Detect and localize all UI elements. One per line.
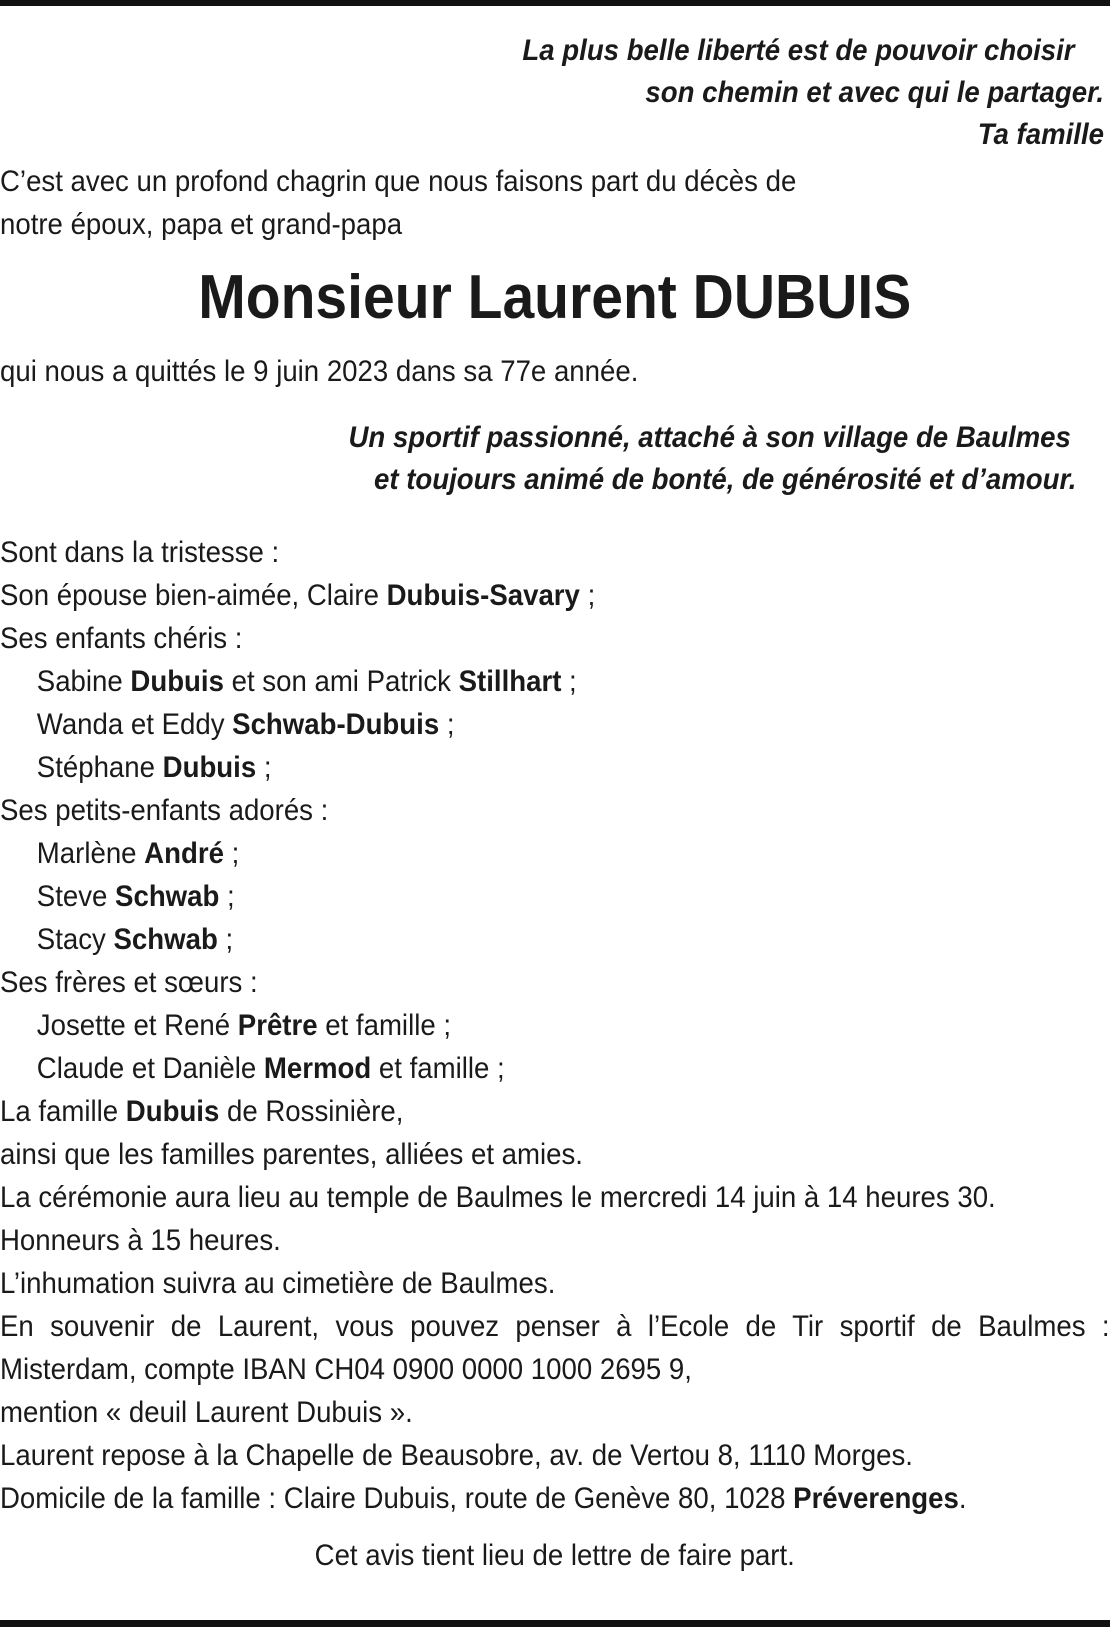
text: Steve [36, 880, 116, 913]
surname: Dubuis [162, 751, 257, 784]
intro-line: notre époux, papa et grand-papa [0, 208, 403, 241]
grandchild-line [0, 918, 1110, 961]
text: de Rossinière, [219, 1095, 404, 1128]
text: Claude et Danièle [36, 1052, 264, 1085]
deceased-name: Monsieur Laurent DUBUIS [198, 263, 912, 332]
grandchild-line [0, 875, 1110, 918]
tribute [0, 417, 1110, 501]
text: . [958, 1482, 967, 1515]
bottom-rule [0, 1620, 1110, 1627]
siblings-heading: Ses frères et sœurs : [0, 966, 258, 999]
text: ; [223, 837, 240, 870]
other-families-line: ainsi que les familles parentes, alliées et amies. [0, 1138, 583, 1171]
text: et famille ; [317, 1009, 452, 1042]
text: ; [561, 665, 577, 698]
surname: Schwab-Dubuis [232, 708, 440, 741]
children-heading: Ses enfants chéris : [0, 622, 243, 655]
grandchild-line [0, 832, 1110, 875]
surname: Dubuis [130, 665, 224, 698]
town: Préverenges [793, 1482, 959, 1515]
tribute-line: Un sportif passionné, attaché à son village de Baulmes [348, 421, 1071, 454]
text: Stéphane [36, 751, 163, 784]
text: ; [219, 880, 235, 913]
text: ; [217, 923, 234, 956]
text: Domicile de la famille : Claire Dubuis, route de Genève 80, 1028 [0, 1482, 794, 1515]
surname: André [144, 837, 224, 870]
grandchildren-heading: Ses petits-enfants adorés : [0, 794, 329, 827]
text: Stacy [36, 923, 114, 956]
text: ; [256, 751, 272, 784]
burial-line: L’inhumation suivra au cimetière de Baulmes. [0, 1267, 556, 1300]
text: La famille [0, 1095, 126, 1128]
intro [0, 160, 1110, 246]
closing-note: Cet avis tient lieu de lettre de faire part. [314, 1539, 795, 1572]
ceremony-line: La cérémonie aura lieu au temple de Baulmes le mercredi 14 juin à 14 heures 30. [0, 1181, 996, 1214]
epigraph-line: La plus belle liberté est de pouvoir choisir [522, 34, 1075, 67]
passing-statement: qui nous a quittés le 9 juin 2023 dans sa 77e année. [0, 355, 639, 388]
text: Son épouse bien-aimée, Claire [0, 579, 387, 612]
surname: Dubuis [125, 1095, 220, 1128]
surname: Prêtre [237, 1009, 318, 1042]
surname: Dubuis-Savary [386, 579, 580, 612]
tribute-line: et toujours animé de bonté, de générosité et d’amour. [374, 463, 1077, 496]
epigraph-signature: Ta famille [977, 118, 1104, 151]
text: Sabine [36, 665, 131, 698]
text: Wanda et Eddy [36, 708, 233, 741]
text: et famille ; [371, 1052, 505, 1085]
spouse-line [0, 574, 1110, 617]
child-line [0, 703, 1110, 746]
text: ; [579, 579, 596, 612]
sibling-line [0, 1004, 1110, 1047]
surname: Schwab [113, 923, 218, 956]
text: ; [439, 708, 455, 741]
epigraph [0, 30, 1110, 156]
domicile-line [0, 1477, 1110, 1520]
surname: Schwab [115, 880, 220, 913]
obituary-notice [0, 30, 1110, 1577]
text: Marlène [36, 837, 145, 870]
donation-paragraph: En souvenir de Laurent, vous pouvez penser à l’Ecole de Tir sportif de Baulmes : Misterdam, compte IBAN CH04 0900 0000 1000 2695 9, [0, 1310, 1110, 1386]
top-rule [0, 0, 1110, 6]
surname: Mermod [263, 1052, 372, 1085]
family-heading: Sont dans la tristesse : [0, 536, 280, 569]
sibling-line [0, 1047, 1110, 1090]
honours-line: Honneurs à 15 heures. [0, 1224, 281, 1257]
intro-line: C’est avec un profond chagrin que nous faisons part du décès de [0, 165, 797, 198]
epigraph-line: son chemin et avec qui le partager. [645, 76, 1104, 109]
donation-mention: mention « deuil Laurent Dubuis ». [0, 1396, 413, 1429]
text: et son ami Patrick [223, 665, 459, 698]
child-line [0, 660, 1110, 703]
repose-line: Laurent repose à la Chapelle de Beausobre, av. de Vertou 8, 1110 Morges. [0, 1439, 913, 1472]
surname: Stillhart [458, 665, 562, 698]
text: Josette et René [36, 1009, 238, 1042]
extended-family-line [0, 1090, 1110, 1133]
child-line [0, 746, 1110, 789]
family-list [0, 531, 1110, 1305]
